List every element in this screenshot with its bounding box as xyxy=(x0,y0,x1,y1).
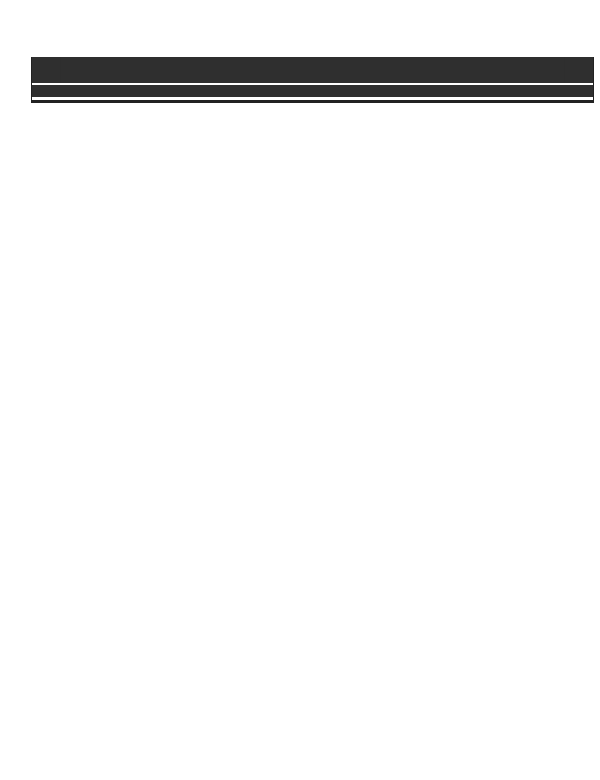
chart-title xyxy=(60,57,565,83)
title-bar xyxy=(32,57,593,85)
imperial-side-label xyxy=(2,0,30,700)
size-chart-sheet xyxy=(31,57,594,103)
imperial-section xyxy=(32,100,593,102)
sizes-row xyxy=(32,85,593,97)
metric-section xyxy=(32,85,593,97)
